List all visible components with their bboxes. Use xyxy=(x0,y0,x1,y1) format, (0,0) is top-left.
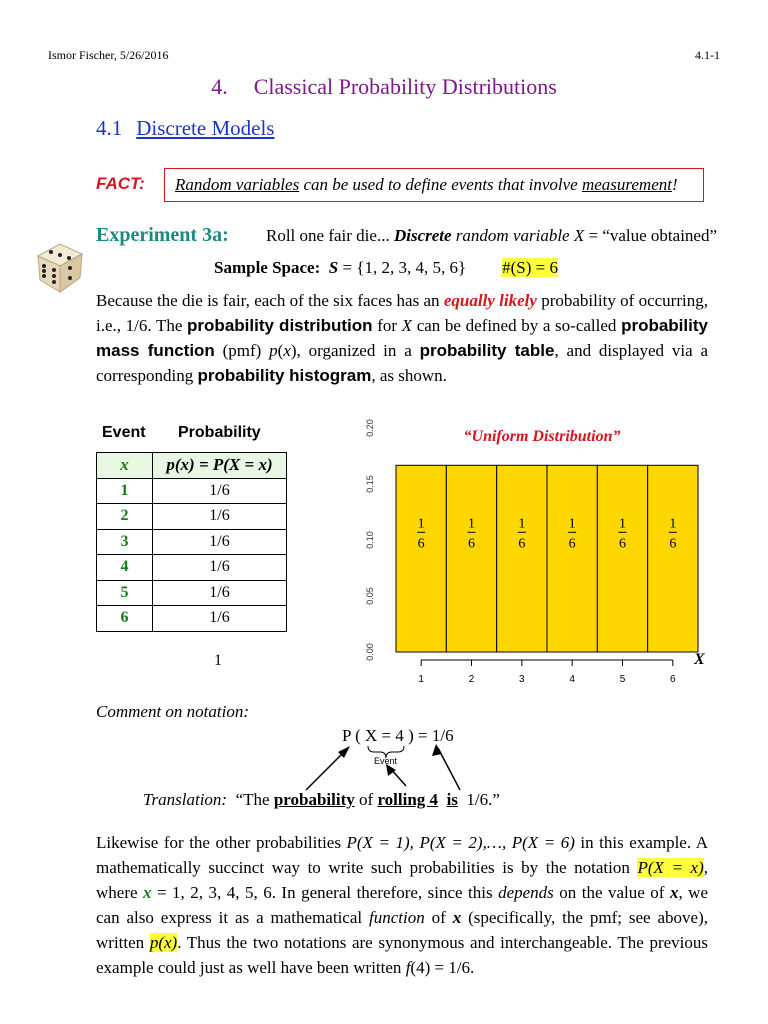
x-tick-label: 1 xyxy=(418,674,424,685)
y-tick-label: 0.20 xyxy=(365,419,375,437)
table-header-row xyxy=(97,453,287,479)
intro-paragraph: Because the die is fair, each of the six faces has an equally likely probability of occurring, i.e., 1/6. The probability distribution for X can be defined by a so-called probability mass function (pmf) p(x), organized in a probability table, and displayed via a corresponding probability histogram, as shown. xyxy=(96,291,708,385)
chapter-number: 4. xyxy=(211,74,228,99)
x-tick-label: 6 xyxy=(670,674,676,685)
exp-t3: random variable xyxy=(451,226,574,245)
exp-t4: X xyxy=(573,226,585,245)
x-tick-label: 5 xyxy=(619,674,626,685)
y-tick-label: 0.00 xyxy=(365,643,375,661)
bar-label-denominator: 6 xyxy=(619,536,626,552)
section-heading xyxy=(96,116,274,141)
x-tick-label: 4 xyxy=(569,674,575,685)
sample-space-set: = {1, 2, 3, 4, 5, 6} xyxy=(338,258,467,277)
notation-equation: P ( X = 4 ) = 1/6 xyxy=(342,726,454,745)
histogram-bar xyxy=(446,465,496,652)
histogram-bar xyxy=(648,465,698,652)
section-number: 4.1 xyxy=(96,116,123,140)
table-head-x: x xyxy=(97,453,153,479)
probability-table xyxy=(96,452,287,632)
bar-label-denominator: 6 xyxy=(468,536,475,552)
bar-label-denominator: 6 xyxy=(568,536,576,552)
exp-t1: Roll one fair die... xyxy=(266,226,394,245)
sample-space-line xyxy=(214,258,558,278)
translation-label: Translation: xyxy=(143,790,228,809)
sample-space-label: Sample Space: xyxy=(214,258,321,277)
table-row: 2 1/6 xyxy=(97,504,287,530)
uniform-histogram xyxy=(350,410,720,692)
table-row: 5 1/6 xyxy=(97,580,287,606)
table-total: 1 xyxy=(214,652,222,669)
page-header-author: Ismor Fischer, 5/26/2016 xyxy=(48,48,169,62)
bar-label-numerator: 1 xyxy=(619,516,626,532)
sample-space-symbol: S xyxy=(328,258,339,277)
fact-box xyxy=(164,168,704,202)
chart-x-label: X xyxy=(694,651,705,668)
bar-label-denominator: 6 xyxy=(417,536,425,552)
table-head-p: p(x) = P(X = x) xyxy=(153,453,287,479)
bar-label-numerator: 1 xyxy=(417,516,425,532)
histogram-bar xyxy=(497,465,547,652)
bar-label-numerator: 1 xyxy=(669,516,677,532)
bar-label-denominator: 6 xyxy=(518,536,526,552)
histogram-bar xyxy=(396,465,446,652)
notation-comment: Comment on notation: xyxy=(96,702,249,721)
table-row: 3 1/6 xyxy=(97,529,287,555)
bar-label-numerator: 1 xyxy=(468,516,475,532)
chart-title: “Uniform Distribution” xyxy=(463,428,621,445)
translation-line: Translation: “The probability of rolling 4 is 1/6.” xyxy=(143,790,500,809)
experiment-description xyxy=(266,226,717,246)
fact-text: can be used to define events that involve xyxy=(299,175,582,194)
notation-arrows xyxy=(300,744,480,796)
chapter-title-text: Classical Probability Distributions xyxy=(253,74,557,99)
histogram-bar xyxy=(597,465,647,652)
y-tick-label: 0.10 xyxy=(365,531,375,549)
sample-space-count: #(S) = 6 xyxy=(502,258,559,277)
event-brace-label: Event xyxy=(374,756,398,766)
page-number: 4.1-1 xyxy=(695,48,720,62)
fact-end: ! xyxy=(671,175,678,194)
notation-paragraph: Likewise for the other probabilities P(X = 1), P(X = 2),…, P(X = 6) in this example. A mathematically succinct way to write such probabilities is by the notation P(X = x), where x = 1, 2, 3, 4, 5, 6. In general therefore, since this depends on the value of x, we can also express it as a mathematical function of x (specifically, the pmf; see above), written p(x). Thus the two notations are synonymous and interchangeable. The previous example could just as well have been written f(4) = 1/6. xyxy=(96,833,709,977)
die-icon xyxy=(34,238,86,294)
chapter-title xyxy=(0,74,768,100)
histogram-bar xyxy=(547,465,597,652)
exp-t2: Discrete xyxy=(393,226,452,245)
y-tick-label: 0.05 xyxy=(365,587,375,605)
fact-term-random-variables: Random variables xyxy=(175,175,300,194)
section-title-link[interactable]: Discrete Models xyxy=(136,116,275,140)
bar-label-denominator: 6 xyxy=(669,536,677,552)
x-tick-label: 2 xyxy=(468,674,475,685)
y-tick-label: 0.15 xyxy=(365,475,375,493)
equally-likely-term: equally likely xyxy=(443,291,537,310)
bar-label-numerator: 1 xyxy=(518,516,526,532)
table-col-event: Event xyxy=(102,424,146,441)
table-row: 1 1/6 xyxy=(97,478,287,504)
fact-term-measurement: measurement xyxy=(581,175,672,194)
x-tick-label: 3 xyxy=(519,674,525,685)
table-row: 6 1/6 xyxy=(97,606,287,632)
fact-label: FACT: xyxy=(96,174,145,193)
table-row: 4 1/6 xyxy=(97,555,287,581)
bar-label-numerator: 1 xyxy=(568,516,576,532)
exp-t5: = “value obtained” xyxy=(584,226,718,245)
experiment-label: Experiment 3a: xyxy=(96,224,229,246)
table-col-probability: Probability xyxy=(178,424,261,441)
